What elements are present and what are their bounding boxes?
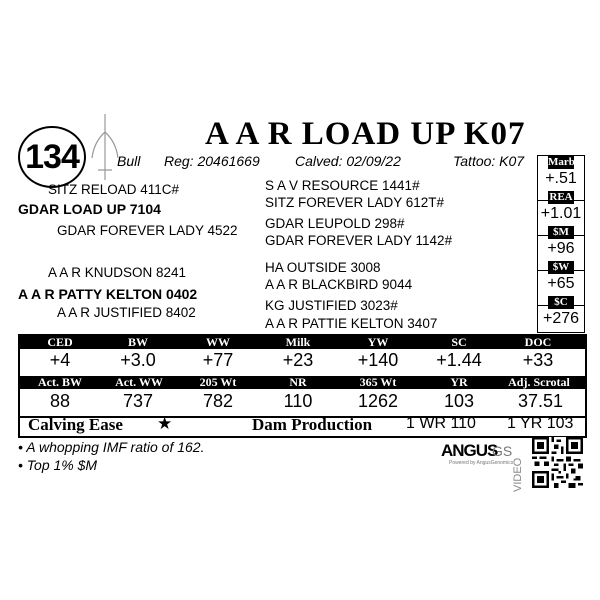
dd-sire: KG JUSTIFIED 3023# xyxy=(265,298,398,313)
epd-value: +96 xyxy=(547,240,575,257)
header-nr: NR xyxy=(289,375,307,389)
value-sc: +1.44 xyxy=(436,350,482,370)
sd-sire: GDAR LEUPOLD 298# xyxy=(265,216,405,231)
angus-logo-gs: GS xyxy=(492,443,513,459)
dam-sire: A A R KNUDSON 8241 xyxy=(48,265,187,280)
value-nr: 110 xyxy=(283,391,313,411)
dam-dam: A A R JUSTIFIED 8402 xyxy=(57,305,196,320)
header-205-wt: 205 Wt xyxy=(199,375,237,389)
ds-dam: A A R BLACKBIRD 9044 xyxy=(265,277,413,292)
epd-c xyxy=(538,296,584,332)
perf-header-row xyxy=(20,376,585,389)
header-act-bw: Act. BW xyxy=(38,375,82,389)
registration: Reg: 20461669 xyxy=(164,153,260,169)
epd-label: $M xyxy=(548,226,574,239)
brand-mark-icon xyxy=(90,112,120,182)
epd-value: +276 xyxy=(542,310,580,327)
note-imf: • A whopping IMF ratio of 162. xyxy=(18,439,205,455)
dd-dam: A A R PATTIE KELTON 3407 xyxy=(265,316,438,331)
sire-dam: GDAR FOREVER LADY 4522 xyxy=(57,223,238,238)
qr-code-icon[interactable] xyxy=(532,437,583,488)
header-bw: BW xyxy=(127,335,148,349)
value-ced: +4 xyxy=(49,350,71,370)
header-yw: YW xyxy=(367,335,389,349)
ds-sire: HA OUTSIDE 3008 xyxy=(265,260,381,275)
angus-logo xyxy=(441,441,517,469)
header-adj-scrotal: Adj. Scrotal xyxy=(508,375,570,389)
animal-name: A A R LOAD UP K07 xyxy=(205,116,526,152)
sd-dam: GDAR FOREVER LADY 1142# xyxy=(265,233,453,248)
dam-production-label: Dam Production xyxy=(252,415,373,434)
header-ced: CED xyxy=(47,335,73,349)
value-yr: 103 xyxy=(443,391,475,411)
header-doc: DOC xyxy=(524,335,552,349)
star-icon: ★ xyxy=(157,414,173,433)
lot-number: 134 xyxy=(18,126,86,188)
note-top-m: • Top 1% $M xyxy=(18,457,98,473)
dam-wr: 1 WR 110 xyxy=(406,415,476,432)
value-adj-scrotal: 37.51 xyxy=(517,391,564,411)
value-bw: +3.0 xyxy=(120,350,156,370)
angus-tagline: Powered by AngusGenomics xyxy=(449,460,514,466)
value-365-wt: 1262 xyxy=(357,391,399,411)
side-epd-column xyxy=(537,155,585,333)
value-doc: +33 xyxy=(522,350,554,370)
calved-date: Calved: 02/09/22 xyxy=(295,153,401,169)
value-ww: +77 xyxy=(202,350,234,370)
angus-logo-text: ANGUS xyxy=(441,441,498,460)
dam: A A R PATTY KELTON 0402 xyxy=(18,286,198,302)
header-yr: YR xyxy=(450,375,468,389)
epd-grid xyxy=(18,334,587,418)
epd-value: +65 xyxy=(547,275,575,292)
value-yw: +140 xyxy=(357,350,399,370)
epd-label: REA xyxy=(549,191,573,203)
sire-sire: SITZ RELOAD 411C# xyxy=(48,182,180,197)
tattoo: Tattoo: K07 xyxy=(453,153,525,169)
ss-dam: SITZ FOREVER LADY 612T# xyxy=(265,195,445,210)
value-act-ww: 737 xyxy=(122,391,154,411)
calving-ease-row xyxy=(18,414,587,438)
ss-sire: S A V RESOURCE 1441# xyxy=(265,178,420,193)
value-205-wt: 782 xyxy=(202,391,234,411)
calving-ease-label: Calving Ease xyxy=(28,415,123,434)
value-milk: +23 xyxy=(282,350,314,370)
sire: GDAR LOAD UP 7104 xyxy=(18,201,161,217)
epd-header-row xyxy=(20,336,585,349)
sex: Bull xyxy=(117,153,141,169)
epd-value: +1.01 xyxy=(540,205,582,222)
value-act-bw: 88 xyxy=(49,391,71,411)
header-ww: WW xyxy=(206,335,230,349)
dam-yr: 1 YR 103 xyxy=(507,415,574,432)
header-act-ww: Act. WW xyxy=(115,375,163,389)
header-milk: Milk xyxy=(285,335,311,349)
epd-label: Marb xyxy=(548,156,575,168)
epd-label: $W xyxy=(548,261,574,274)
header-sc: SC xyxy=(451,335,467,349)
header-365-wt: 365 Wt xyxy=(359,375,397,389)
epd-label: $C xyxy=(548,296,574,309)
video-label[interactable]: VIDEO xyxy=(512,457,524,492)
epd-value: +.51 xyxy=(545,170,577,187)
